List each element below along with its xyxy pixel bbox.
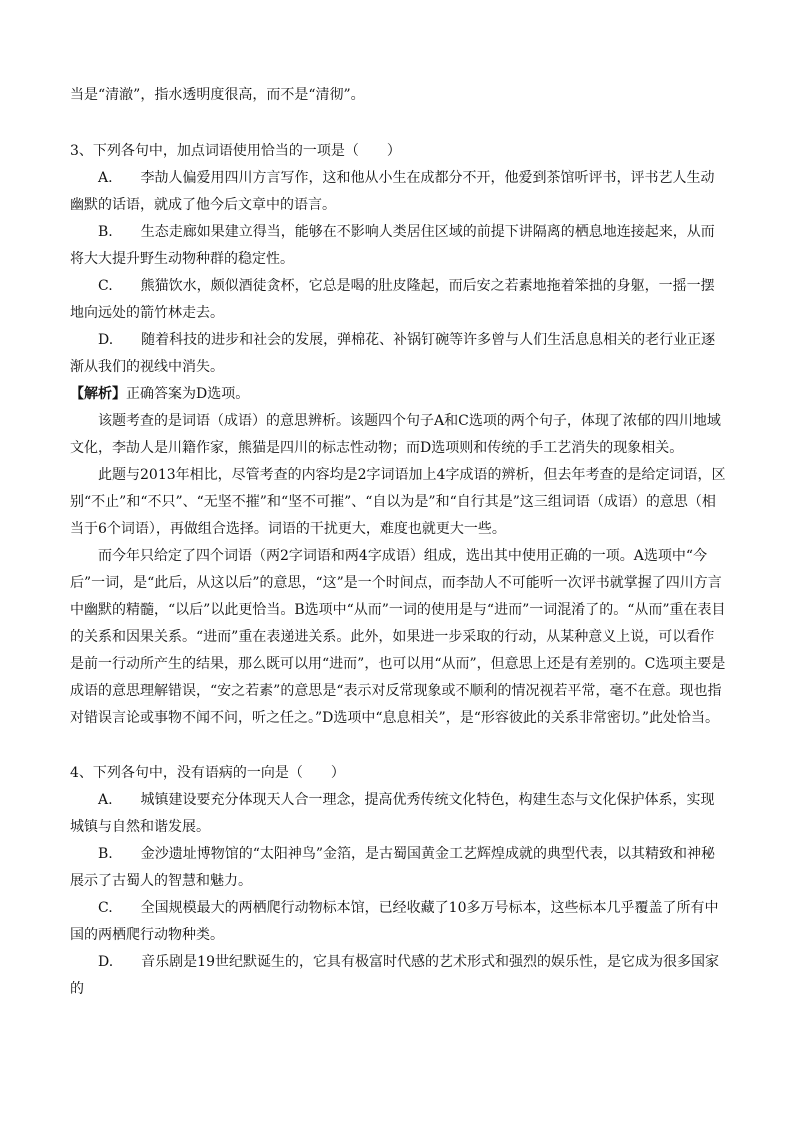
question-4-option-a: A. 城镇建设要充分体现天人合一理念，提高优秀传统文化特色，构建生态与文化保护体系，实现城镇与自然和谐发展。 (70, 792, 715, 835)
analysis-paragraph-1: 该题考查的是词语（成语）的意思辨析。该题四个句子A和C选项的两个句子，体现了浓郁的四川地域文化，李劼人是川籍作家，熊猫是四川的标志性动物；而D选项则和传统的手工艺消失的现象相关。 (70, 413, 721, 456)
question-3-option-a: A. 李劼人偏爱用四川方言写作，这和他从小生在成都分不开，他爱到茶馆听评书，评书艺人生动幽默的话语，就成了他今后文章中的语言。 (70, 170, 715, 213)
analysis-paragraph-2: 此题与2013年相比，尽管考查的内容均是2字词语加上4字成语的辨析，但去年考查的是给定词语，区别“不止”和“不只”、“无坚不摧”和“坚不可摧”、“自以为是”和“自行其是”这三组词语（成语）的意思（相当于6个词语），再做组合选择。词语的干扰更大，难度也就更大一些。 (70, 467, 726, 537)
analysis-answer: 正确答案为D选项。 (126, 386, 250, 402)
intro-line: 当是“清澈”，指水透明度很高，而不是“清彻”。 (70, 87, 365, 103)
question-4-option-d: D. 音乐剧是19世纪默诞生的，它具有极富时代感的艺术形式和强烈的娱乐性，是它成为很多国家的 (70, 954, 719, 997)
question-3-option-b: B. 生态走廊如果建立得当，能够在不影响人类居住区域的前提下讲隔离的栖息地连接起来，从而将大大提升野生动物种群的稳定性。 (70, 224, 715, 267)
analysis-heading (70, 381, 726, 408)
analysis-paragraph-3: 而今年只给定了四个词语（两2字词语和两4字成语）组成，选出其中使用正确的一项。A选项中“今后”一词，是“此后，从这以后”的意思，“这”是一个时间点，而李劼人不可能听一次评书就掌握了四川方言中幽默的精髓，“以后”以此更恰当。B选项中“从而”一词的使用是与“进而”一词混淆了的。“从而”重在表目的关系和因果关系。“进而”重在表递进关系。此外，如果进一步采取的行动，从某种意义上说，可以看作是前一行动所产生的结果，那么既可以用“进而”，也可以用“从而”，但意思上还是有差别的。C选项主要是成语的意思理解错误，“安之若素”的意思是“表示对反常现象或不顺利的情况视若平常，毫不在意。现也指对错误言论或事物不闻不问，听之任之。”D选项中“息息相关”，是“形容彼此的关系非常密切。”此处恰当。 (70, 548, 726, 726)
analysis-label: 【解析】 (70, 386, 126, 402)
question-4-title: 4、下列各句中，没有语病的一向是（ ） (70, 765, 345, 781)
question-3-option-c: C. 熊猫饮水，颇似酒徒贪杯，它总是喝的肚皮隆起，而后安之若素地拖着笨拙的身躯，一摇一摆地向远处的箭竹林走去。 (70, 278, 715, 321)
question-4-option-b: B. 金沙遗址博物馆的“太阳神鸟”金箔，是古蜀国黄金工艺辉煌成就的典型代表，以其精致和神秘展示了古蜀人的智慧和魅力。 (70, 846, 716, 889)
question-4-option-c: C. 全国规模最大的两栖爬行动物标本馆，已经收藏了10多万号标本，这些标本几乎覆盖了所有中国的两栖爬行动物种类。 (70, 900, 719, 943)
question-3-option-d: D. 随着科技的进步和社会的发展，弹棉花、补锅钉碗等许多曾与人们生活息息相关的老行业正逐渐从我们的视线中消失。 (70, 332, 716, 375)
question-3-title: 3、下列各句中，加点词语使用恰当的一项是（ ） (70, 143, 401, 159)
document-page (70, 0, 726, 1003)
